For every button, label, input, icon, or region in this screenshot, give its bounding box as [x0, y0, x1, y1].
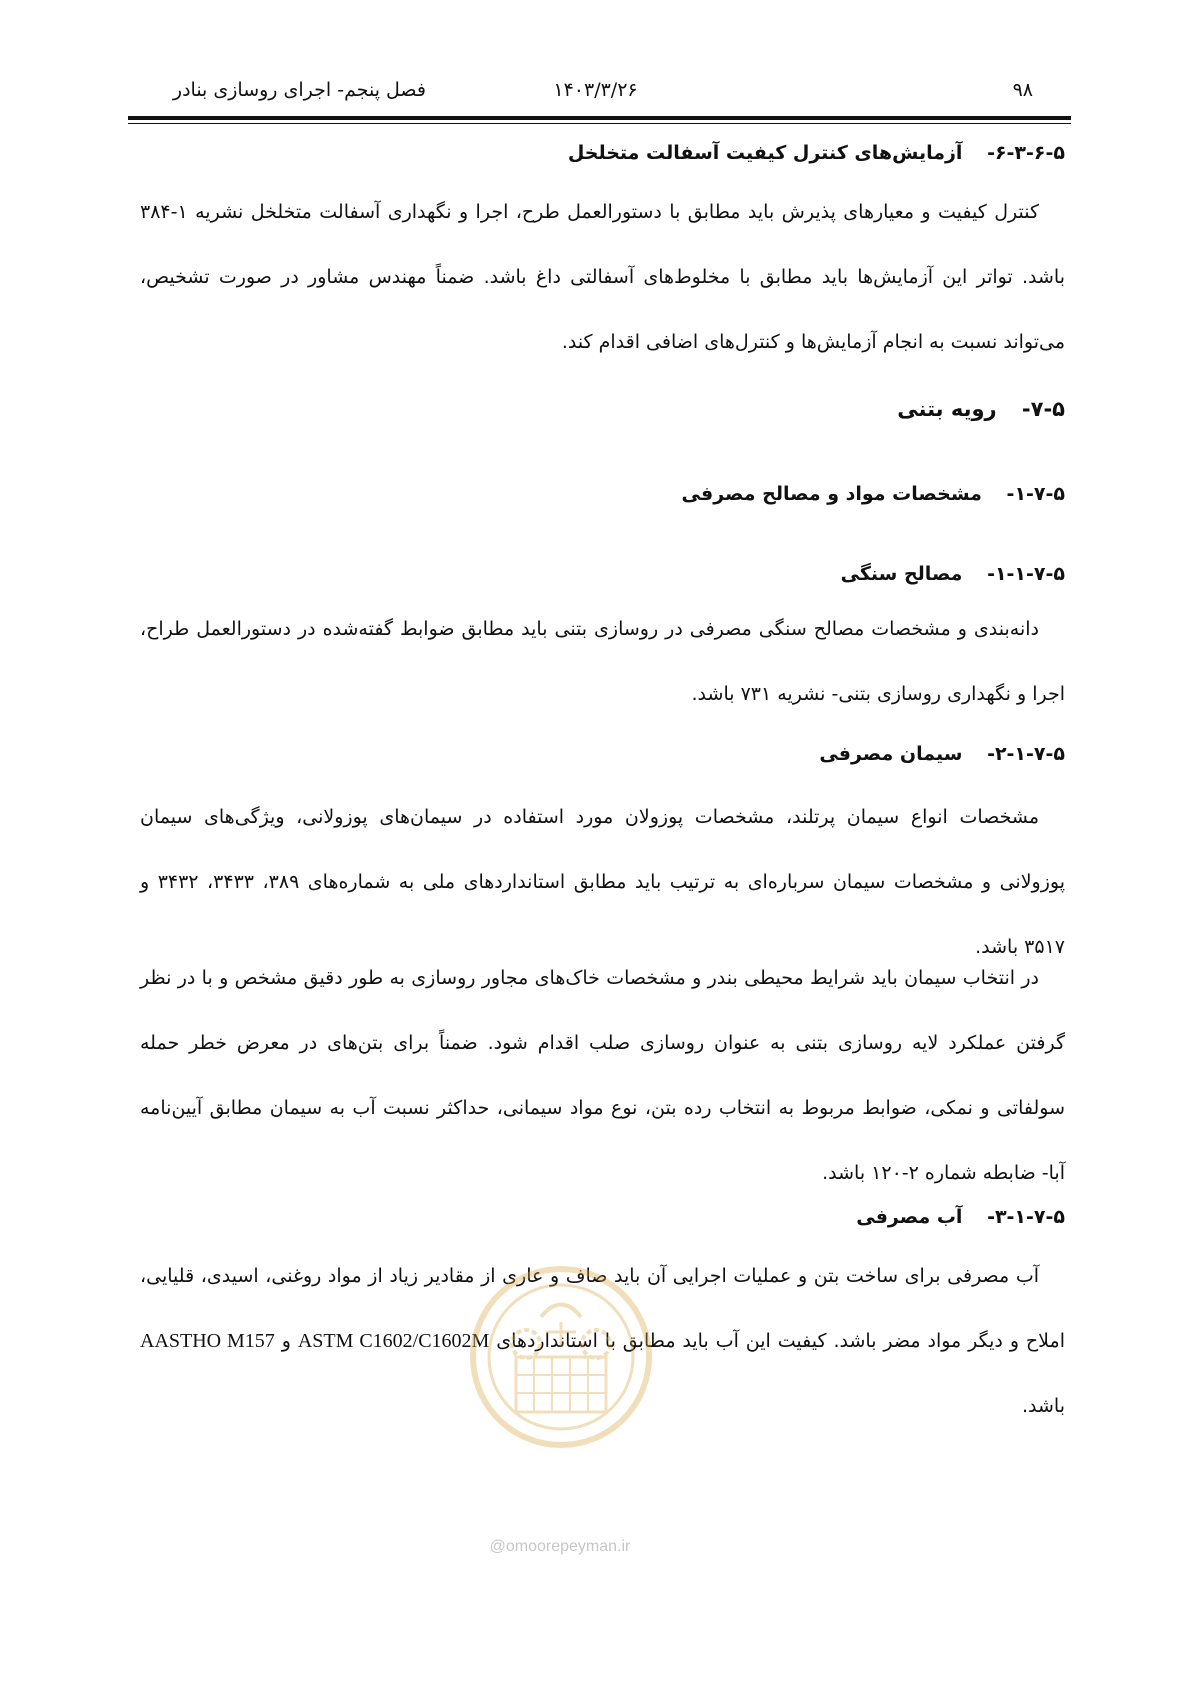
heading-number: ۶-۳-۶-۵-	[987, 142, 1065, 164]
watermark-text: @omoorepeyman.ir	[489, 1538, 631, 1555]
paragraph-aggregates: دانه‌بندی و مشخصات مصالح سنگی مصرفی در روسازی بتنی باید مطابق ضوابط گفته‌شده در دستورالعمل طراح، اجرا و نگهداری روسازی بتنی- نشریه ۷۳۱ باشد.	[140, 618, 1065, 705]
paragraph-asphalt-quality: کنترل کیفیت و معیارهای پذیرش باید مطابق با دستورالعمل طرح، اجرا و نگهداری آسفالت متخلخل نشریه ۱-۳۸۴ باشد. تواتر این آزمایش‌ها باید مطابق با مخلوط‌های آسفالتی داغ باشد. ضمناً مهندس مشاور در صورت تشخیص، می‌تواند نسبت به انجام آزمایش‌ها و کنترل‌های اضافی اقدام کند.	[140, 201, 1065, 353]
heading-asphalt-quality-tests	[568, 140, 1065, 166]
paragraph-cement-selection: در انتخاب سیمان باید شرایط محیطی بندر و مشخصات خاک‌های مجاور روسازی به طور دقیق مشخص و با در نظر گرفتن عملکرد لایه روسازی بتنی به عنوان روسازی صلب اقدام شود. ضمناً برای بتن‌های در معرض خطر حمله سولفاتی و نمکی، ضوابط مربوط به انتخاب رده بتن، نوع مواد سیمانی، حداکثر نسبت آب به سیمان مطابق آیین‌نامه آبا- ضابطه شماره ۲-۱۲۰ باشد.	[140, 967, 1065, 1184]
heading-cement	[819, 741, 1065, 767]
heading-title: آب مصرفی	[856, 1206, 963, 1228]
header-date: ۱۴۰۳/۳/۲۶	[553, 79, 638, 101]
standard-aastho: AASTHO M157	[140, 1330, 275, 1352]
heading-number: ۱-۷-۵-	[1006, 483, 1065, 505]
header-rule-thick	[128, 116, 1071, 120]
water-text-b: باشد.	[1021, 1395, 1065, 1417]
water-text-a: آب مصرفی برای ساخت بتن و عملیات اجرایی آن باید صاف و عاری از مقادیر زیاد از مواد روغنی، اسیدی، قلیایی، املاح و دیگر مواد مضر باشد. کیفیت این آب باید مطابق با استانداردهای	[140, 1265, 1065, 1352]
heading-title: رویه بتنی	[897, 397, 997, 421]
water-text-and: و	[281, 1330, 291, 1352]
header-chapter-title: فصل پنجم- اجرای روسازی بنادر	[172, 79, 426, 101]
heading-materials-specs	[682, 481, 1065, 507]
standard-astm: ASTM C1602/C1602M	[297, 1330, 490, 1352]
heading-number: ۱-۱-۷-۵-	[987, 563, 1065, 585]
heading-water	[856, 1204, 1065, 1230]
heading-number: ۳-۱-۷-۵-	[987, 1206, 1065, 1228]
header-rule-thin	[128, 123, 1071, 124]
heading-aggregates	[841, 561, 1065, 587]
heading-title: آزمایش‌های کنترل کیفیت آسفالت متخلخل	[567, 142, 963, 164]
header-page-number: ۹۸	[1012, 79, 1033, 101]
heading-title: مشخصات مواد و مصالح مصرفی	[681, 483, 982, 505]
paragraph-cement-standards: مشخصات انواع سیمان پرتلند، مشخصات پوزولان مورد استفاده در سیمان‌های پوزولانی، ویژگی‌های سیمان پوزولانی و مشخصات سیمان سرباره‌ای به ترتیب باید مطابق استانداردهای ملی به شماره‌های ۳۸۹، ۳۴۳۳، ۳۴۳۲ و ۳۵۱۷ باشد.	[140, 806, 1066, 958]
heading-title: سیمان مصرفی	[819, 743, 963, 765]
heading-title: مصالح سنگی	[840, 563, 963, 585]
watermark-seal-logo	[466, 1262, 656, 1452]
heading-concrete-pavement	[897, 396, 1065, 422]
heading-number: ۲-۱-۷-۵-	[987, 743, 1065, 765]
heading-number: ۷-۵-	[1021, 397, 1065, 421]
